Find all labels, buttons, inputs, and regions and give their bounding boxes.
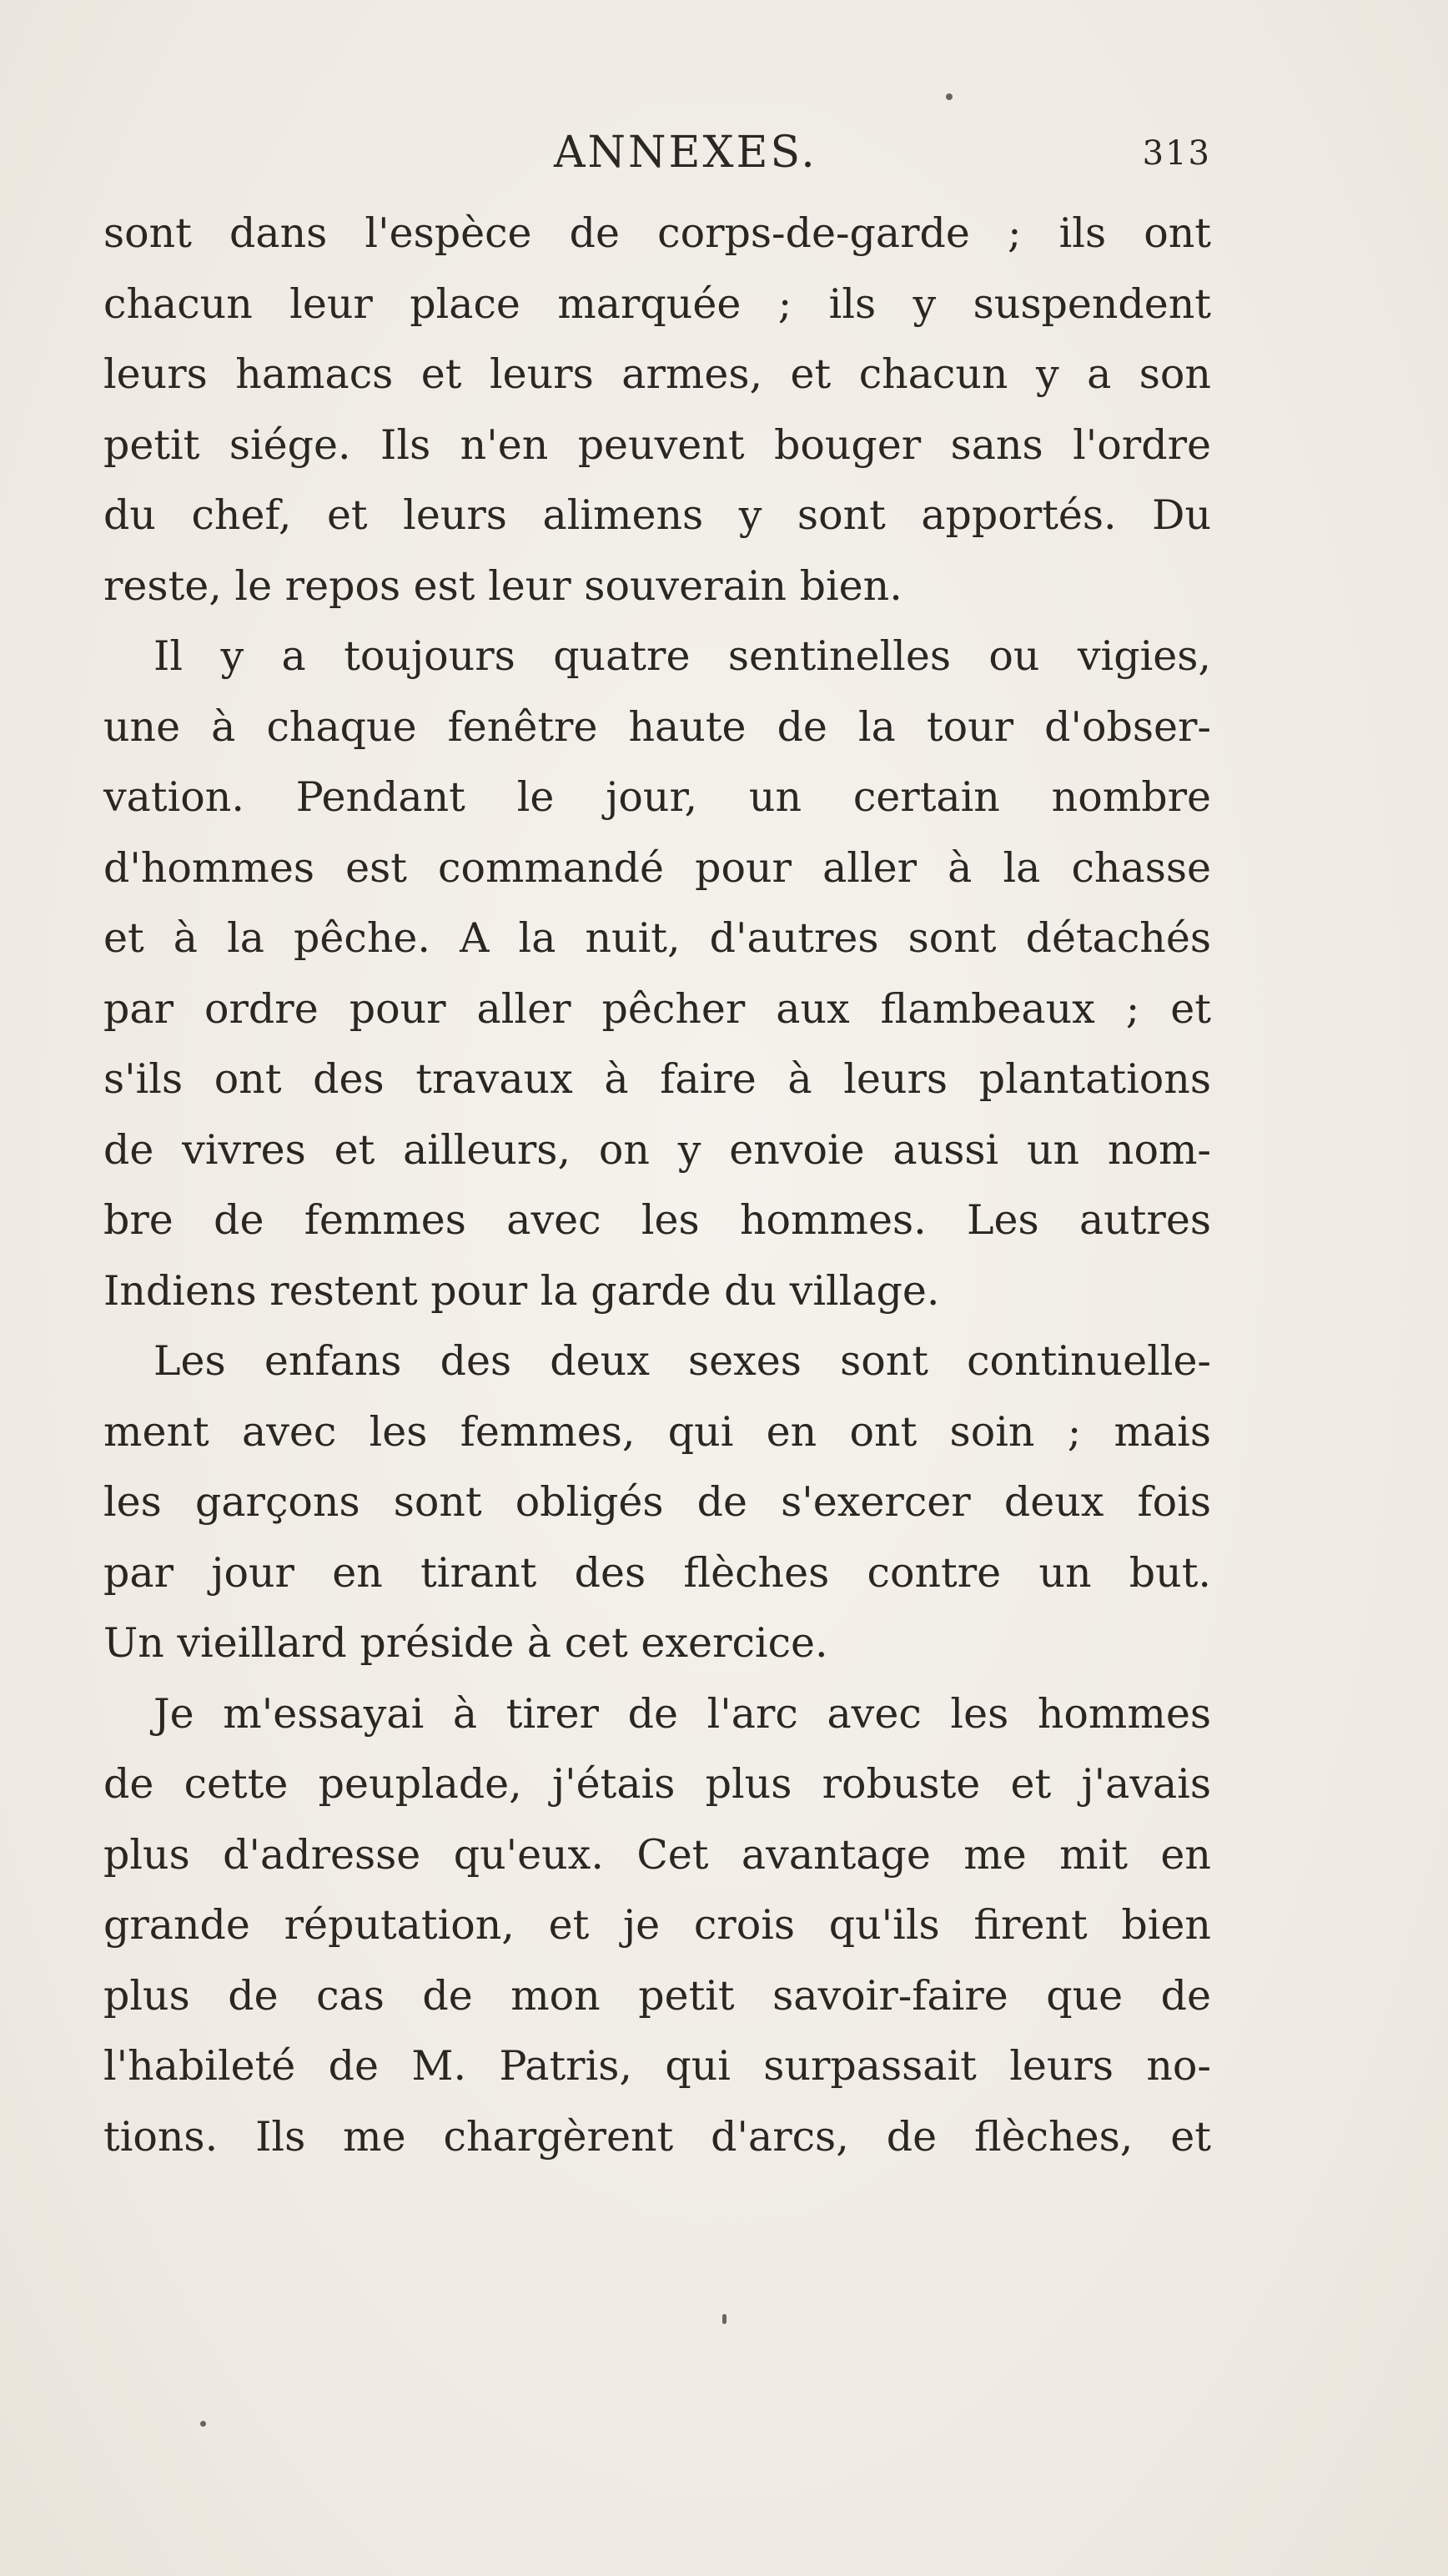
text-line: bre de femmes avec les hommes. Les autres — [103, 1196, 1211, 1244]
ink-speck-lower — [722, 2314, 727, 2324]
text-line: d'hommes est commandé pour aller à la chasse — [103, 843, 1211, 892]
text-line: grande réputation, et je crois qu'ils firent bien — [103, 1901, 1211, 1949]
text-line: s'ils ont des travaux à faire à leurs plantations — [103, 1055, 1211, 1103]
ink-speck-top — [946, 93, 953, 100]
text-line: une à chaque fenêtre haute de la tour d'obser- — [103, 702, 1211, 751]
text-line: reste, le repos est leur souverain bien. — [103, 561, 902, 610]
body-text — [103, 199, 1211, 2172]
text-line: par ordre pour aller pêcher aux flambeaux ; et — [103, 984, 1211, 1033]
running-header — [103, 123, 1211, 182]
text-line: et à la pêche. A la nuit, d'autres sont détachés — [103, 914, 1211, 962]
text-line: Je m'essayai à tirer de l'arc avec les hommes — [153, 1689, 1211, 1738]
text-line: vation. Pendant le jour, un certain nombre — [103, 773, 1211, 821]
text-line: de cette peuplade, j'étais plus robuste et j'avais — [103, 1760, 1211, 1808]
text-line: chacun leur place marquée ; ils y suspendent — [103, 279, 1211, 328]
text-line: plus de cas de mon petit savoir-faire que de — [103, 1971, 1211, 2020]
text-line: Un vieillard préside à cet exercice. — [103, 1619, 828, 1667]
text-line: plus d'adresse qu'eux. Cet avantage me mit en — [103, 1830, 1211, 1879]
running-title: ANNEXES. — [554, 128, 817, 178]
text-line: Il y a toujours quatre sentinelles ou vigies, — [153, 632, 1211, 680]
page-number: 313 — [1142, 134, 1211, 173]
text-line: petit siége. Ils n'en peuvent bouger sans l'ordre — [103, 420, 1211, 469]
text-line: leurs hamacs et leurs armes, et chacun y a son — [103, 350, 1211, 398]
ink-speck-bottom — [200, 2421, 206, 2427]
text-line: sont dans l'espèce de corps-de-garde ; ils ont — [103, 209, 1211, 257]
text-line: Les enfans des deux sexes sont continuelle- — [153, 1337, 1211, 1385]
text-line: les garçons sont obligés de s'exercer deux fois — [103, 1478, 1211, 1526]
text-line: par jour en tirant des flèches contre un but. — [103, 1548, 1211, 1597]
text-line: ment avec les femmes, qui en ont soin ; mais — [103, 1407, 1211, 1456]
text-line: Indiens restent pour la garde du village. — [103, 1266, 940, 1315]
text-line: de vivres et ailleurs, on y envoie aussi un nom- — [103, 1125, 1211, 1174]
text-line: tions. Ils me chargèrent d'arcs, de flèches, et — [103, 2112, 1211, 2161]
text-line: l'habileté de M. Patris, qui surpassait leurs no- — [103, 2042, 1211, 2090]
text-line: du chef, et leurs alimens y sont apportés. Du — [103, 491, 1211, 539]
